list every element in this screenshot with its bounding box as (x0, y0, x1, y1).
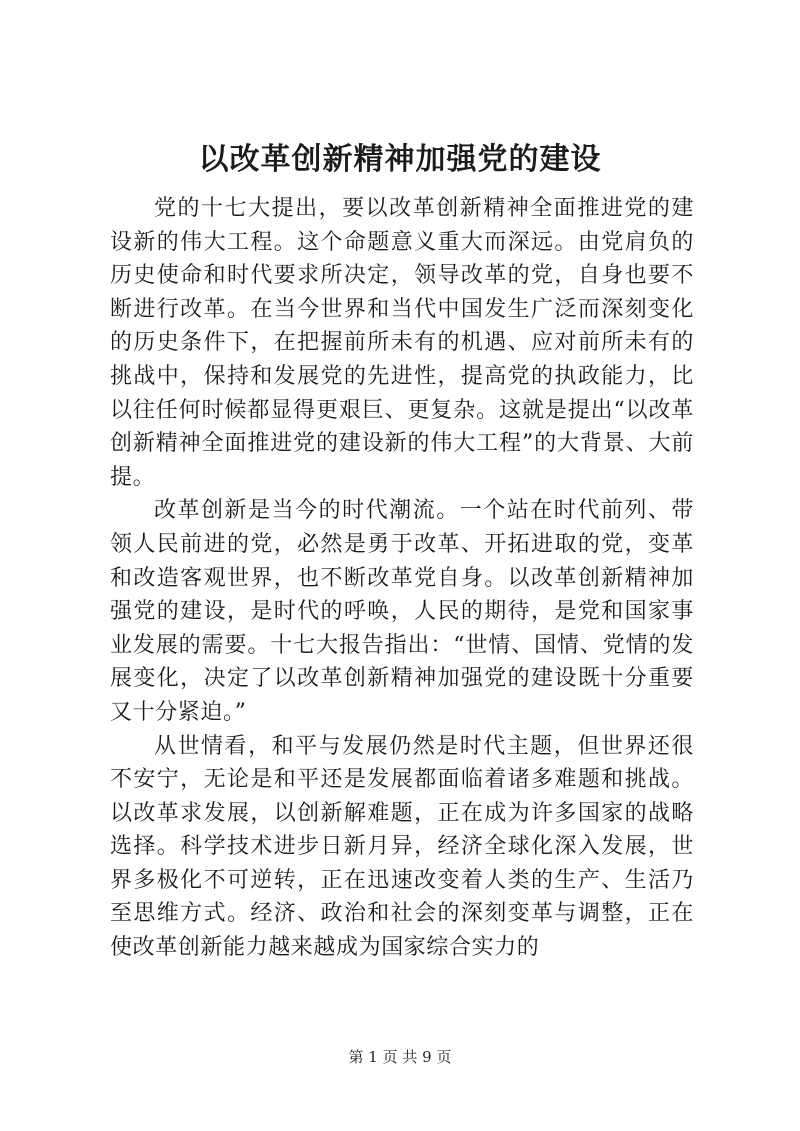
paragraph-2: 改革创新是当今的时代潮流。一个站在时代前列、带领人民前进的党，必然是勇于改革、开拓进取的党，变革和改造客观世界，也不断改革党自身。以改革创新精神加强党的建设，是时代的呼唤，人民的期待，是党和国家事业发展的需要。十七大报告指出：“世情、国情、党情的发展变化，决定了以改革创新精神加强党的建设既十分重要又十分紧迫。” (110, 498, 694, 725)
page-number-footer: 第 1 页 共 9 页 (348, 1048, 452, 1066)
document-title: 以改革创新精神加强党的建设 (198, 142, 602, 177)
paragraph-3: 从世情看，和平与发展仍然是时代主题，但世界还很不安宁，无论是和平还是发展都面临着诸多难题和挑战。以改革求发展，以创新解难题，正在成为许多国家的战略选择。科学技术进步日新月异，经济全球化深入发展，世界多极化不可逆转，正在迅速改变着人类的生产、生活乃至思维方式。经济、政治和社会的深刻变革与调整，正在使改革创新能力越来越成为国家综合实力的 (110, 733, 694, 961)
paragraph-1: 党的十七大提出，要以改革创新精神全面推进党的建设新的伟大工程。这个命题意义重大而深远。由党肩负的历史使命和时代要求所决定，领导改革的党，自身也要不断进行改革。在当今世界和当代中国发生广泛而深刻变化的历史条件下，在把握前所未有的机遇、应对前所未有的挑战中，保持和发展党的先进性，提高党的执政能力，比以往任何时候都显得更艰巨、更复杂。这就是提出“以改革创新精神全面推进党的建设新的伟大工程”的大背景、大前提。 (110, 196, 694, 490)
document-body (110, 192, 694, 965)
